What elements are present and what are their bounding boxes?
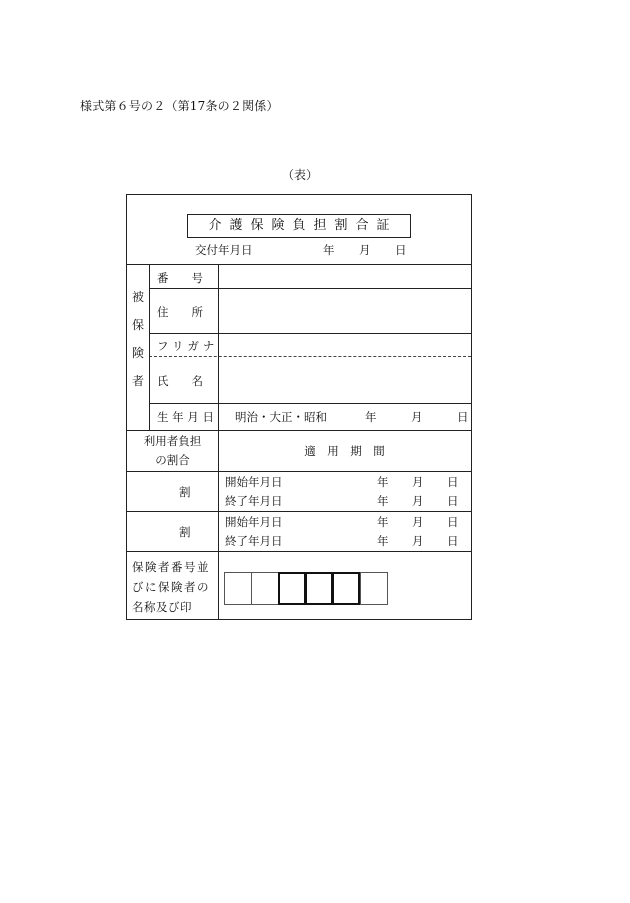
divider: [149, 264, 150, 430]
insurer-label: 名称及び印: [132, 600, 192, 614]
birthdate-label: 生 年 月 日: [157, 410, 214, 424]
end-year: 年: [377, 494, 389, 508]
divider: [218, 264, 219, 619]
start-month: 月: [412, 515, 424, 529]
ratio-suffix: 割: [179, 485, 191, 499]
end-date-label: 終了年月日: [225, 534, 283, 548]
end-month: 月: [412, 534, 424, 548]
ratio-suffix: 割: [179, 525, 191, 539]
number-label: 番 号: [157, 271, 203, 285]
start-date-label: 開始年月日: [225, 475, 283, 489]
start-day: 日: [447, 475, 459, 489]
ratio-header: 利用者負担: [143, 434, 202, 448]
insurer-number-box: [360, 572, 388, 605]
era-options: 明治・大正・昭和: [235, 410, 327, 424]
end-month: 月: [412, 494, 424, 508]
insurer-number-box: [305, 572, 333, 605]
birth-month: 月: [411, 410, 423, 424]
divider: [149, 403, 471, 404]
issue-date-label: 交付年月日: [195, 243, 253, 257]
divider: [149, 288, 471, 289]
insurer-label: 保険者番号並: [132, 560, 210, 574]
start-year: 年: [377, 515, 389, 529]
name-label: 氏 名: [157, 374, 203, 388]
end-year: 年: [377, 534, 389, 548]
insured-group-label: 被 保 険 者: [131, 290, 144, 388]
insurer-number-box: [332, 572, 360, 605]
issue-year: 年: [323, 243, 335, 257]
divider: [127, 551, 471, 552]
furigana-label: フリガナ: [157, 339, 219, 353]
insurer-number-box: [224, 572, 252, 605]
period-header: 適 用 期 間: [304, 444, 385, 458]
birth-day: 日: [457, 410, 469, 424]
divider: [149, 356, 471, 357]
birth-year: 年: [365, 410, 377, 424]
insurer-number-box: [251, 572, 279, 605]
divider: [149, 333, 471, 334]
end-day: 日: [447, 534, 459, 548]
burden-ratio-certificate: [126, 194, 472, 620]
divider: [127, 471, 471, 472]
issue-day: 日: [395, 243, 407, 257]
insurer-number-box: [278, 572, 306, 605]
front-side-label: （表）: [281, 168, 318, 182]
start-month: 月: [412, 475, 424, 489]
start-day: 日: [447, 515, 459, 529]
start-year: 年: [377, 475, 389, 489]
start-date-label: 開始年月日: [225, 515, 283, 529]
end-date-label: 終了年月日: [225, 494, 283, 508]
end-day: 日: [447, 494, 459, 508]
ratio-header: の割合: [155, 453, 190, 467]
certificate-title: 介護保険負担割合証: [187, 214, 411, 238]
divider: [127, 430, 471, 431]
insurer-label: びに保険者の: [132, 580, 210, 594]
divider: [127, 264, 471, 265]
form-number-heading: 様式第６号の２（第17条の２関係）: [80, 99, 279, 113]
divider: [127, 511, 471, 512]
issue-month: 月: [359, 243, 371, 257]
address-label: 住 所: [157, 305, 203, 319]
